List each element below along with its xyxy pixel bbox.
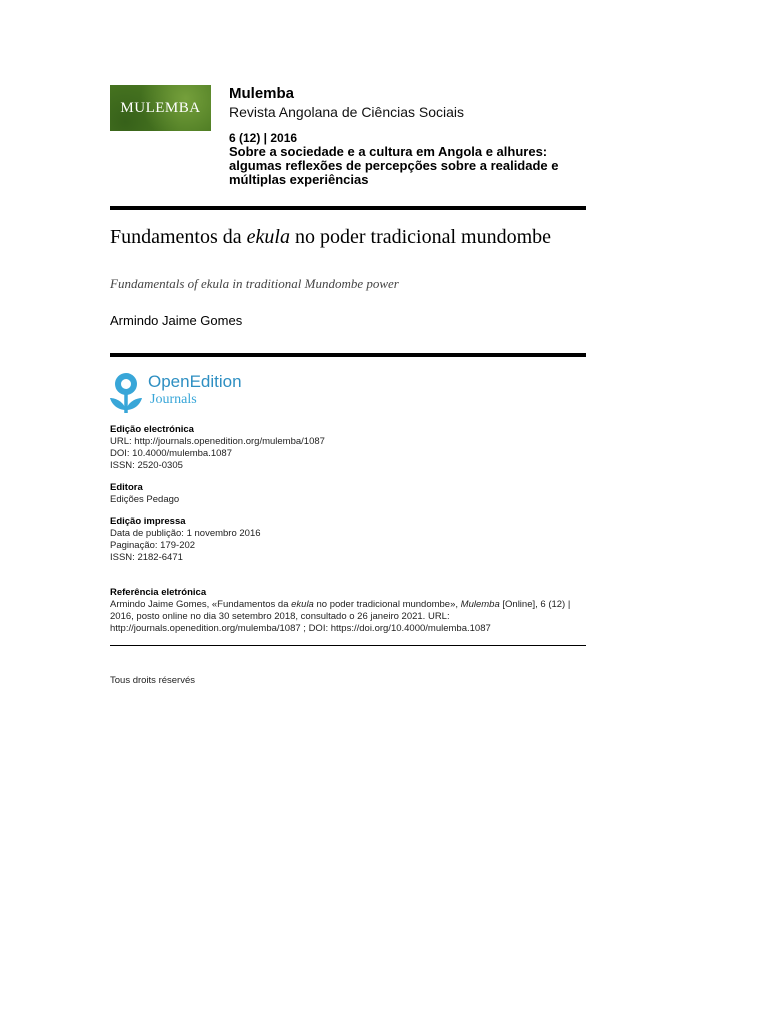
openedition-journals: Journals bbox=[150, 392, 197, 407]
electronic-edition-url[interactable]: URL: http://journals.openedition.org/mulemba/1087 bbox=[110, 436, 325, 447]
print-edition-date: Data de publição: 1 novembro 2016 bbox=[110, 528, 261, 539]
mulemba-logo-text: MULEMBA bbox=[120, 99, 201, 116]
issue-title: Sobre a sociedade e a cultura em Angola e alhures: algumas reflexões de percepções sobre a realidade e múltiplas experiências bbox=[229, 144, 559, 187]
author-name: Armindo Jaime Gomes bbox=[110, 313, 243, 328]
reference-part-1: Armindo Jaime Gomes, «Fundamentos da bbox=[110, 599, 292, 610]
journal-subtitle: Revista Angolana de Ciências Sociais bbox=[229, 104, 465, 120]
openedition-flower-icon bbox=[108, 372, 146, 414]
print-edition-issn: ISSN: 2182-6471 bbox=[110, 552, 183, 563]
reference-text bbox=[110, 599, 586, 635]
electronic-edition-doi[interactable]: DOI: 10.4000/mulemba.1087 bbox=[110, 448, 232, 459]
publisher-name: Edições Pedago bbox=[110, 494, 180, 505]
electronic-edition-heading: Edição electrónica bbox=[110, 424, 194, 435]
openedition-logo bbox=[108, 372, 268, 414]
electronic-edition-issn: ISSN: 2520-0305 bbox=[110, 460, 183, 471]
reference-part-2: no poder tradicional mundombe», bbox=[313, 599, 461, 610]
rights-notice: Tous droits réservés bbox=[110, 675, 196, 686]
mulemba-logo bbox=[110, 85, 211, 131]
reference-section bbox=[110, 587, 586, 635]
article-title-start: Fundamentos da bbox=[110, 226, 247, 248]
divider-top bbox=[110, 206, 586, 210]
openedition-name: OpenEdition bbox=[148, 372, 242, 391]
print-edition-section bbox=[110, 516, 586, 564]
publisher-heading: Editora bbox=[110, 482, 143, 493]
article-subtitle: Fundamentals of ekula in traditional Mundombe power bbox=[110, 276, 399, 291]
journal-info bbox=[229, 85, 589, 187]
print-edition-pages: Paginação: 179-202 bbox=[110, 540, 196, 551]
issue-number: 6 (12) | 2016 bbox=[229, 131, 298, 145]
journal-name: Mulemba bbox=[229, 85, 295, 102]
article-title bbox=[110, 226, 586, 249]
article-title-italic: ekula bbox=[246, 226, 290, 248]
print-edition-heading: Edição impressa bbox=[110, 516, 186, 527]
divider-bottom bbox=[110, 645, 586, 646]
reference-part-3[interactable]: [Online], 6 (12) | 2016, posto online no dia 30 setembro 2018, consultado o 26 janeiro 2021. URL: http://journals.openedition.org/mulemba/1087 ; DOI: https://doi.org/10.4000/mulemba.1087 bbox=[110, 599, 571, 634]
reference-heading: Referência eletrónica bbox=[110, 587, 207, 598]
reference-italic-2: Mulemba bbox=[460, 599, 500, 610]
publisher-section bbox=[110, 482, 586, 506]
reference-italic-1: ekula bbox=[291, 599, 314, 610]
electronic-edition-section bbox=[110, 424, 586, 472]
divider-middle bbox=[110, 353, 586, 357]
article-title-end: no poder tradicional mundombe bbox=[289, 226, 552, 248]
